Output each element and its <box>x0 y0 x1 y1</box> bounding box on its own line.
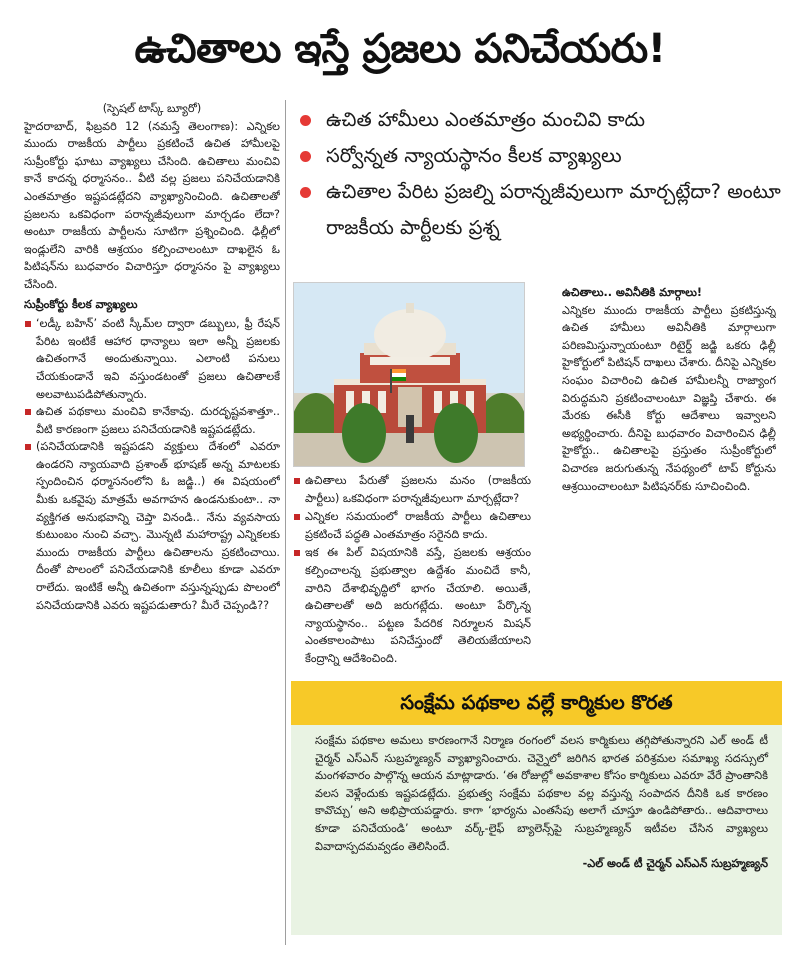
subheading-corruption: ఉచితాలు.. అవినీతికి మార్గాలు! <box>562 286 702 299</box>
subheading-court-remarks: సుప్రీంకోర్టు కీలక వ్యాఖ్యలు <box>24 297 138 311</box>
article-column-right <box>562 282 776 678</box>
byline: (స్పెషల్ టాస్క్ బ్యూరో) <box>102 102 202 115</box>
bullet-dot-icon <box>300 151 311 162</box>
list-item: ఇక ఈ పిల్ విషయానికి వస్తే, ప్రజలకు ఆశ్రయం కల్పించాలన్న ప్రభుత్వాల ఉద్దేశం మంచిదే కానీ, వారిని దేశాభివృద్ధిలో భాగం చేయాలి. అయితే, ఉచితాలతో అది జరుగట్లేదు. అంటూ పేర్కొన్న న్యాయస్థానం.. పట్టణ పేదరిక నిర్మూలన మిషన్ ఎంతకాలంపాటు పనిచేస్తుందో తెలియజేయాలని కేంద్రాన్ని ఆదేశించింది. <box>293 544 531 667</box>
supreme-court-photo <box>293 282 525 467</box>
article-column-left <box>24 100 280 945</box>
key-point <box>292 138 792 174</box>
side-story-title: సంక్షేమ పథకాల వల్లే కార్మికుల కొరత <box>291 681 782 725</box>
list-item: ఉచిత పథకాలు మంచివి కానేకావు. దురదృష్టవశాత్తూ.. వీటి కారణంగా ప్రజలు పనిచేయడానికి ఇష్టపడట్లేదు. <box>24 403 280 438</box>
supreme-court-building-icon <box>294 283 525 467</box>
key-point <box>292 102 792 138</box>
side-story-box <box>291 681 782 935</box>
headline: ఉచితాలు ఇస్తే ప్రజలు పనిచేయరు! <box>134 26 666 72</box>
list-item: (పనిచేయడానికి ఇష్టపడని వ్యక్తులు దేశంలో ఎవరూ ఉండరని న్యాయవాది ప్రశాంత్ భూషణ్ అన్న మాటలకు స్పందించిన ధర్మాసనంలోని ఓ జడ్జి..) ఈ విషయంలో మీకు ఒకవైపు మాత్రమే అవగాహన ఉండనుకుంటా.. నా వ్యక్తిగత అనుభవాన్ని చెప్తా వినండి.. నేను వ్యవసాయ కుటుంబం నుంచి వచ్చా. మొన్నటి మహారాష్ట్ర ఎన్నికలకు ముందు రాజకీయ పార్టీలు ఉచితాలను ప్రకటించాయి. దీంతో పొలంలో పనిచేయడానికి కూలీలు కూడా ఎవరూ రాలేదు. ఇంటికే అన్నీ ఉచితంగా వస్తున్నప్పుడు పొలంలో పనిచేయడానికి ఎవరు ఇష్టపడుతారు? మీరే చెప్పండి?? <box>24 438 280 614</box>
side-story-attribution: -ఎల్ అండ్ టీ చైర్మన్ ఎస్‌ఎన్ సుబ్రహ్మణ్యన్ <box>582 857 768 871</box>
key-points <box>292 102 792 274</box>
column-divider <box>285 100 286 945</box>
article-intro: హైదరాబాద్, ఫిబ్రవరి 12 (నమస్తే తెలంగాణ): ఎన్నికల ముందు రాజకీయ పార్టీలు ప్రకటించే ఉచిత హామీలపై సుప్రీంకోర్టు ఘాటు వ్యాఖ్యలు చేసింది. ఉచితాలు మంచివి కానే కాదన్న ధర్మాసనం.. వీటి వల్ల ప్రజలు పనిచేయడానికి ఎంతమాత్రం ఇష్టపడట్లేదని వ్యాఖ్యానించింది. ఉచితాలతో ప్రజలను ఒకవిధంగా పరాన్నజీవులుగా మార్చడం లేదా? అంటూ రాజకీయ పార్టీలను సూటిగా ప్రశ్నించింది. ఢిల్లీలో ఇండ్లులేని వారికి ఆశ్రయం కల్పించాలంటూ దాఖలైన ఓ పిటిషన్‌ను బుధవారం విచారిస్తూ ధర్మాసనం పై వ్యాఖ్యలు చేసింది. <box>24 119 280 291</box>
list-item: ‘లడ్కీ బహిన్’ వంటి స్కీమ్‌ల ద్వారా డబ్బులు, ఫ్రీ రేషన్ పేరిట ఇంటికే ఆహార ధాన్యాలు ఇలా అన్నీ ప్రజలకు ఉచితంగానే అందుతున్నాయి. ఎలాంటి పనులు చేయకుండానే ఇవి వస్తుండటంతో ప్రజలు ఉచితాలకే అలవాటుపడిపోతున్నారు. <box>24 315 280 403</box>
list-item: ఎన్నికల సమయంలో రాజకీయ పార్టీలు ఉచితాలు ప్రకటించే పద్ధతి ఎంతమాత్రం సరైనది కాదు. <box>293 508 531 543</box>
key-point <box>292 174 792 246</box>
key-point-text: ఉచిత హామీలు ఎంతమాత్రం మంచివి కాదు <box>326 108 646 131</box>
bullet-dot-icon <box>300 187 311 198</box>
article-paragraph: ఎన్నికల ముందు రాజకీయ పార్టీలు ప్రకటిస్తున్న ఉచిత హామీలు అవినీతికి మార్గాలుగా పరిణమిస్తున్నాయంటూ రిటైర్డ్ జడ్జి ఒకరు ఢిల్లీ హైకోర్టులో పిటిషన్ దాఖలు చేశారు. దీనిపై ఎన్నికల సంఘం విచారించి ఉచిత హామీలన్నీ రాజ్యాంగ విరుద్ధమని ప్రకటించాలంటూ విజ్ఞప్తి చేశారు. ఈ మేరకు ఈసీకి కోర్టు ఆదేశాలు ఇవ్వాలని అభ్యర్థించారు. దీనిపై బుధవారం విచారించిన ఢిల్లీ హైకోర్టు.. ఉచితాలపై ప్రస్తుతం సుప్రీంకోర్టులో విచారణ జరుగుతున్న నేపథ్యంలో టాప్ కోర్టును ఆశ్రయించాలంటూ పిటిషనర్‌కు సూచించింది. <box>562 303 776 493</box>
list-item: ఉచితాలు పేరుతో ప్రజలను మనం (రాజకీయ పార్టీలు) ఒకవిధంగా పరాన్నజీవులుగా మార్చట్లేదా? <box>293 472 531 507</box>
key-point-text: ఉచితాల పేరిట ప్రజల్ని పరాన్నజీవులుగా మార్చట్లేదా? అంటూ రాజకీయ పార్టీలకు ప్రశ్న <box>326 180 781 239</box>
bullet-dot-icon <box>300 115 311 126</box>
key-point-text: సర్వోన్నత న్యాయస్థానం కీలక వ్యాఖ్యలు <box>326 144 622 167</box>
side-story-body: సంక్షేమ పథకాల అమలు కారణంగానే నిర్మాణ రంగంలో వలస కార్మికులు తగ్గిపోతున్నారని ఎల్ అండ్ టీ చైర్మన్ ఎస్‌ఎన్ సుబ్రహ్మణ్యన్ వ్యాఖ్యానించారు. చెన్నైలో జరిగిన భారత పరిశ్రమల సమాఖ్య సదస్సులో మంగళవారం పాల్గొన్న ఆయన మాట్లాడారు. ‘ఈ రోజుల్లో అవకాశాల కోసం కార్మికులు ఎవరూ వేరే ప్రాంతానికి వలస వెళ్లేందుకు ఇష్టపడట్లేదు. ప్రభుత్వ సంక్షేమ పథకాల వల్ల వస్తున్న సంపాదన దీనికి ఒక కారణం కావొచ్చు’ అని అభిప్రాయపడ్డారు. కాగా ‘భార్యను ఎంతసేపు అలాగే చూస్తూ ఉండిపోతారు.. ఆదివారాలు కూడా పనిచేయండి’ అంటూ వర్క్-లైఫ్ బ్యాలెన్స్‌పై సుబ్రహ్మణ్యన్ ఇటీవల చేసిన వ్యాఖ్యలు వివాదాస్పదమవ్వడం తెలిసిందే. <box>315 734 768 853</box>
article-column-middle <box>293 472 531 680</box>
